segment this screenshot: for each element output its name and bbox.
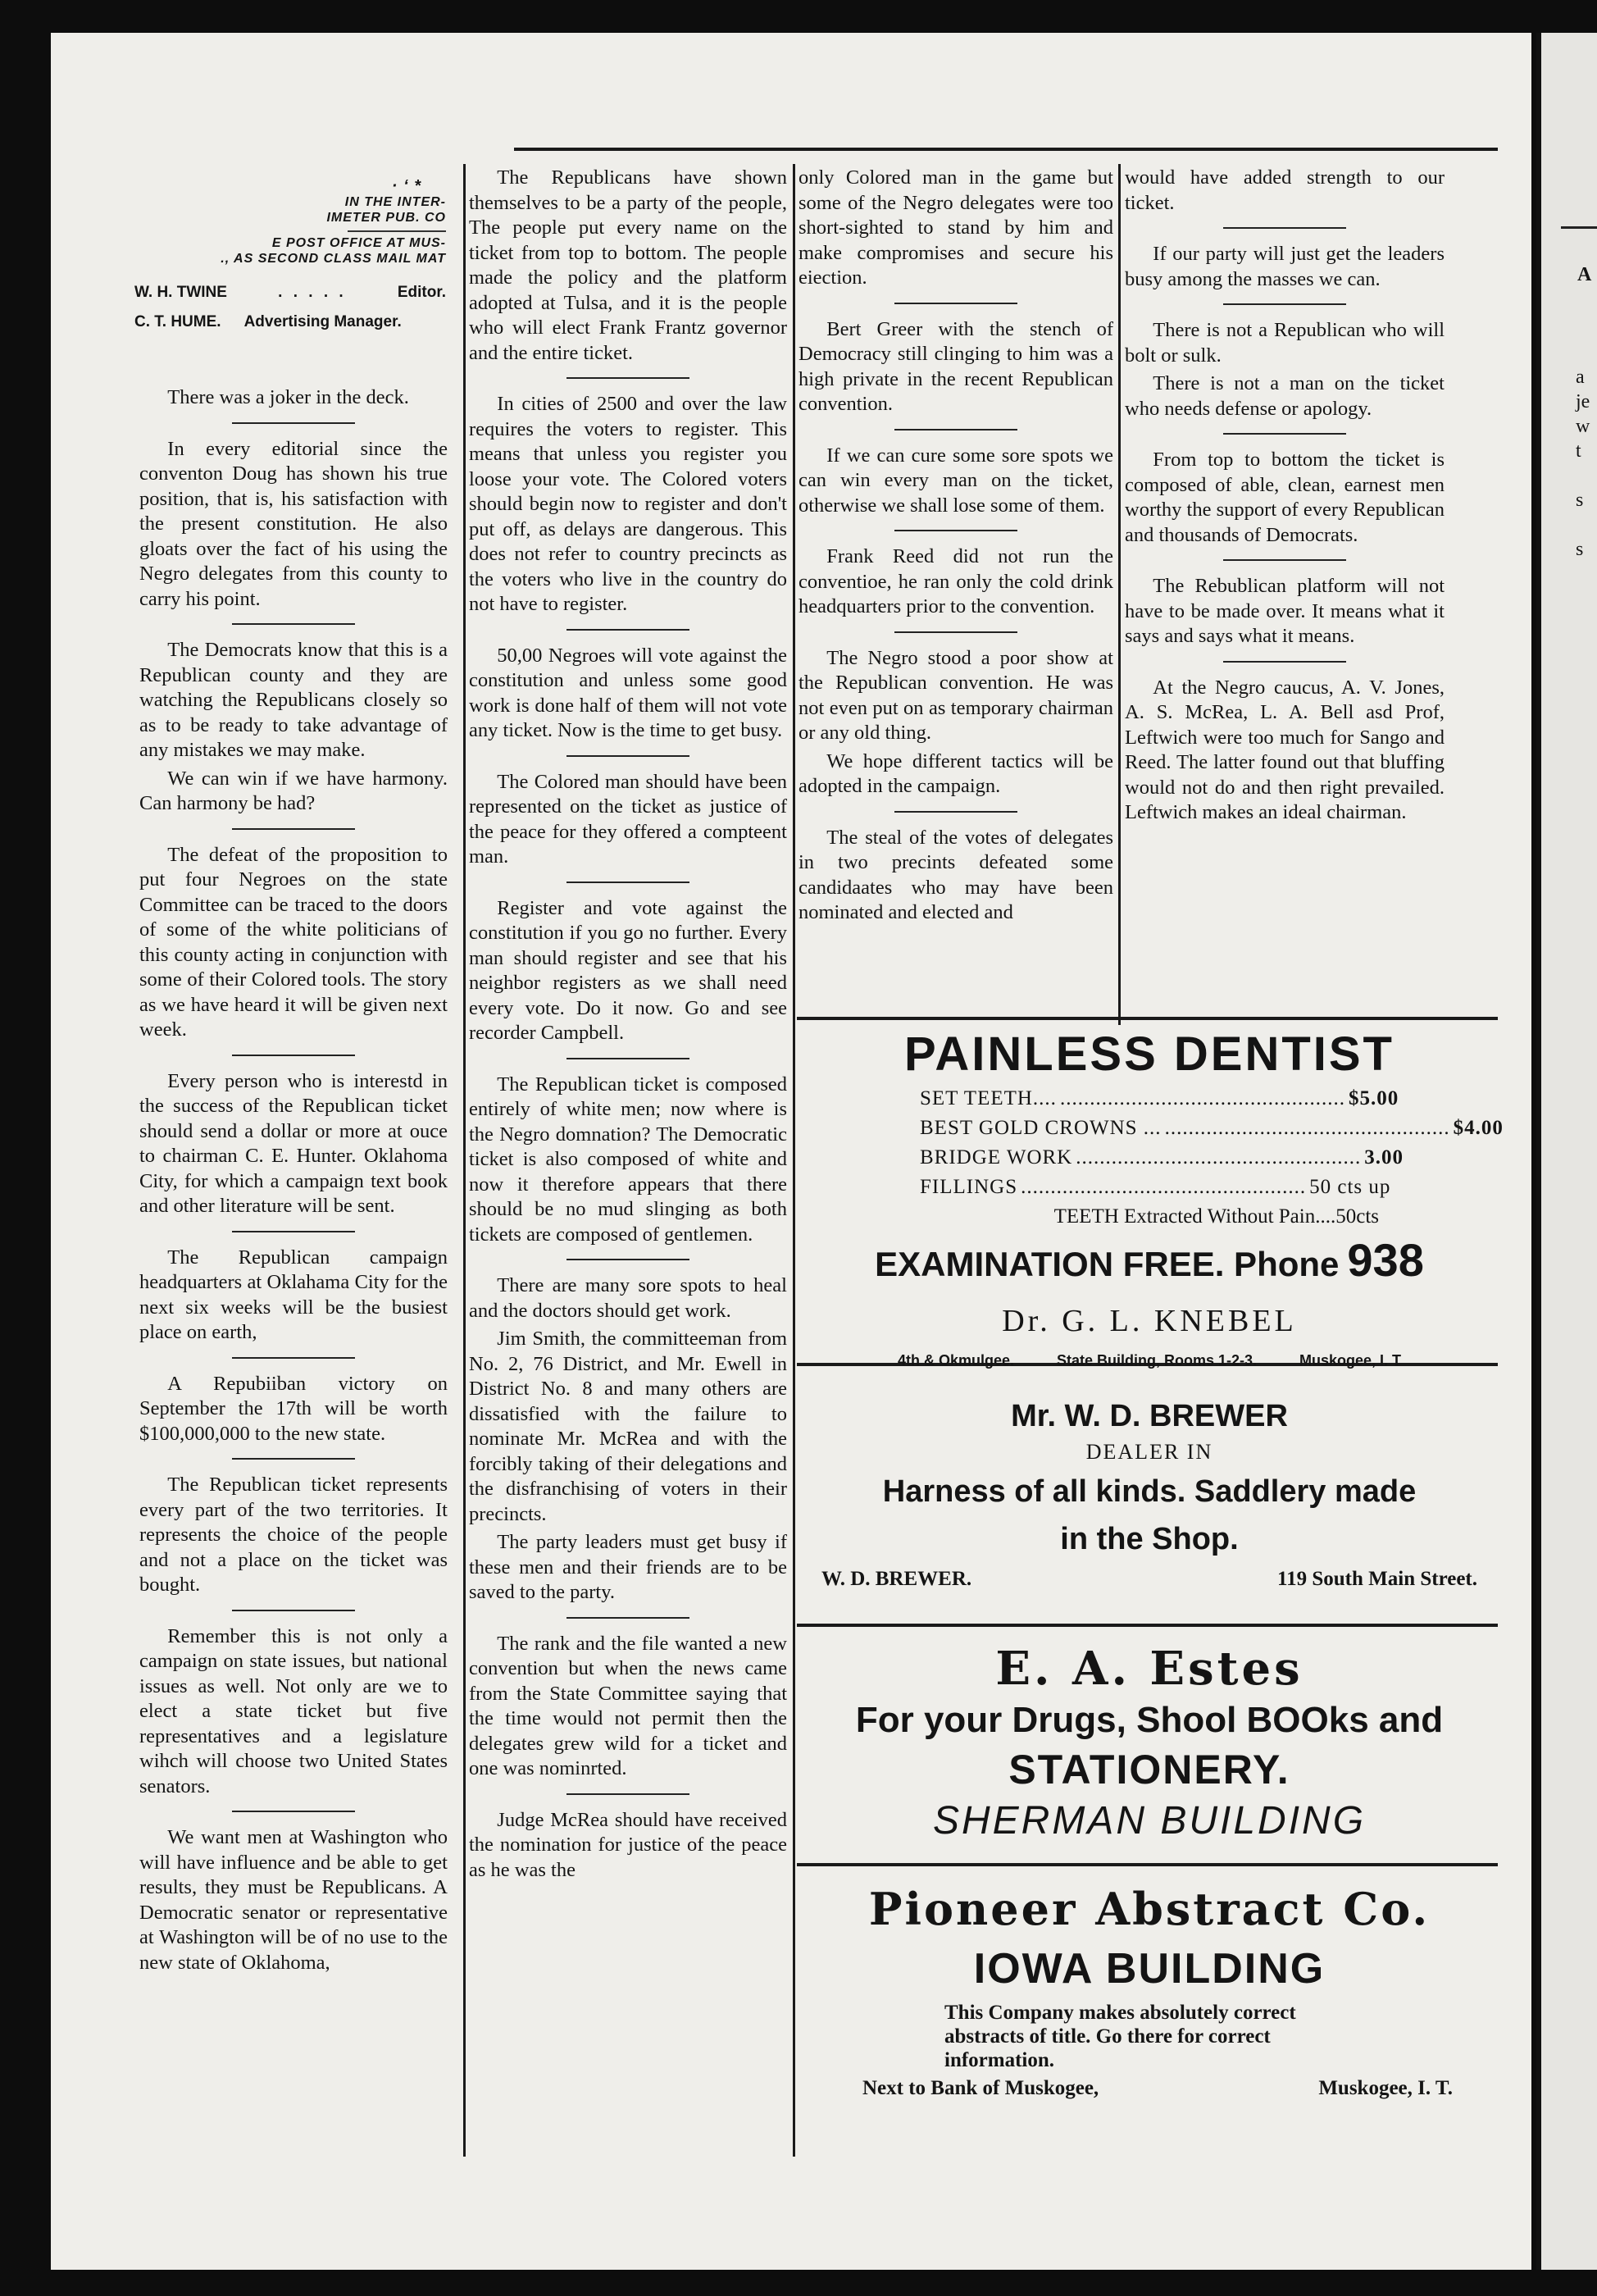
paragraph: The Rebublican platform will not have to be made over. It means what it says and says what it means. [1125,575,1445,647]
masthead-line: ., AS SECOND CLASS MAIL MAT [221,252,446,266]
paragraph: Jim Smith, the committeeman from No. 2, 76 District, and Mr. Ewell in District No. 8 and many others are dissatisfied with the failure to nominate Mr. McRea and with the forcibly taking of their delegations and the disfranchising of voters in their precincts. [469,1328,787,1525]
separator [232,623,355,625]
exam-text: EXAMINATION FREE. Phone [875,1245,1340,1283]
price-row: BEST GOLD CROWNS ... ................................................ $4.00 [920,1117,1504,1139]
ad-column-rule [793,1017,795,2157]
exam-line [813,1235,1486,1298]
pioneer-name: Pioneer Abstract Co. [868,1883,1431,1935]
separator [566,755,689,757]
editor-line [134,278,446,308]
paragraph: The Negro stood a poor show at the Republican convention. He was not even put on as temporary chairman or any old thing. [798,646,1113,744]
separator [1223,559,1346,561]
brewer-line-1: Harness of all kinds. Saddlery made [882,1474,1417,1509]
separator [894,303,1017,304]
paragraph: would have added strength to our ticket. [1125,166,1445,214]
facing-fragment: s [1576,539,1584,560]
newspaper-page [51,33,1531,2270]
brewer-name: Mr. W. D. BREWER [1011,1399,1288,1433]
estes-line-1: For your Drugs, Shool BOOks and [855,1700,1444,1740]
facing-fragment: t [1576,440,1581,462]
paragraph: There is not a Republican who will bolt or sulk. [1125,319,1445,367]
column-4 [1125,166,1445,829]
separator [894,530,1017,531]
masthead-line: IMETER PUB. CO [326,211,446,225]
extraction-line: TEETH Extracted Without Pain....50cts [1053,1205,1379,1228]
editor-name: W. H. TWINE [134,284,227,301]
column-rule [463,164,466,2157]
brewer-signature: W. D. BREWER. 119 South Main Street. [821,1568,1477,1590]
column-2 [469,166,787,1886]
separator [1223,661,1346,663]
separator [566,1058,689,1059]
paragraph: There are many sore spots to heal and the doctors should get work. [469,1274,787,1322]
paragraph: Every person who is interestd in the success of the Republican ticket should send a dollar or more at ouce to chairman C. E. Hunter. Oklahoma City, for which a campaign text book and other literature will be sent. [139,1069,448,1217]
masthead-mark: · ‘ * [391,177,421,195]
separator [232,828,355,830]
separator [232,1811,355,1812]
paragraph: Frank Reed did not run the conventioe, he ran only the cold drink headquarters prior to the convention. [798,545,1113,617]
facing-rule [1561,226,1597,229]
pioneer-body: This Company makes absolutely correct abstracts of title. Go there for correct information. [944,2002,1296,2071]
paragraph: The Republican campaign headquarters at Oklahama City for the next six weeks will be the busiest place on earth, [139,1246,448,1343]
separator [232,1610,355,1611]
paragraph: Register and vote against the constitution if you go no further. Every man should register and see that his neighbor registers as we shall need every vote. Do it now. Go and see recorder Campbell. [469,896,787,1044]
brewer-dealer: DEALER IN [1085,1440,1213,1464]
separator [1223,433,1346,435]
brewer-line-2: in the Shop. [1060,1522,1239,1556]
brewer-ad [813,1394,1486,1597]
paragraph: There was a joker in the deck. [167,386,409,408]
masthead-rule [348,230,446,232]
ad-rule [797,1863,1498,1866]
paragraph: The rank and the file wanted a new convention but when the news came from the State Committee saying that the time would not permit then the delegates grew wild for a ticket and one was nominrted. [469,1632,787,1779]
separator [566,1617,689,1619]
manager-line [134,308,446,337]
doctor-name: Dr. G. L. KNEBEL [1002,1304,1297,1338]
price-row: FILLINGS ................................................ 50 cts up [920,1176,1391,1198]
pioneer-building: IOWA BUILDING [973,1945,1326,1993]
separator [566,629,689,631]
pioneer-footer: Next to Bank of Muskogee, Muskogee, I. T. [862,2077,1453,2099]
column-3 [798,166,1113,929]
paragraph: Judge McRea should have received the nomination for justice of the peace as he was the [469,1808,787,1881]
column-rule [1118,164,1121,1025]
separator [232,1055,355,1056]
price-row: SET TEETH.... ................................................ $5.00 [920,1087,1399,1109]
top-rule [514,148,1498,151]
gutter [1536,33,1541,2270]
paragraph: We want men at Washington who will have influence and be able to get results, they must be Republicans. A Democratic senator or representative at Washington will be of no use to the new state of Oklahoma, [139,1826,448,1974]
estes-line-3: SHERMAN BUILDING [932,1799,1367,1843]
separator [894,811,1017,813]
paragraph: The party leaders must get busy if these men and their friends are to be saved to the party. [469,1531,787,1603]
paragraph: The defeat of the proposition to put four Negroes on the state Committee can be traced to the doors of some of the white politicians of this county acting in conjunction with some of their Colored tools. The story as we have heard it will be given next week. [139,843,448,1041]
separator [566,377,689,379]
paragraph: Bert Greer with the stench of Democracy still clinging to him was a high private in the recent Republican convention. [798,317,1113,415]
paragraph: The steal of the votes of delegates in two precints defeated some candidaates who may have been nominated and elected and [798,826,1113,923]
paragraph: In every editorial since the conventon Doug has shown his true position, that is, his satisfaction with the present constitution. He also gloats over the fact of his using the Negro delegates from this county to carry his point. [139,437,448,610]
phone-number: 938 [1347,1234,1424,1286]
facing-letter: A [1577,264,1592,285]
paragraph: We can win if we have harmony. Can harmony be had? [139,767,448,814]
paragraph: The Colored man should have been represented on the ticket as justice of the peace for they offered a compteent man. [469,770,787,868]
paragraph: The Democrats know that this is a Republican county and they are watching the Republicans closely so as to be ready to take advantage of any mistakes we may make. [139,639,448,761]
paragraph: We hope different tactics will be adopted in the campaign. [798,749,1113,797]
separator [894,631,1017,633]
paragraph: If our party will just get the leaders busy among the masses we can. [1125,243,1445,290]
separator [232,422,355,424]
separator [232,1458,355,1460]
paragraph: In cities of 2500 and over the law requires the voters to register. This means that unless you register you loose your vote. The Colored voters should begin now to register and don't put off, as delays are dangerous. This does not refer to country precincts as the voters who live in the country do not have to register. [469,393,787,615]
separator [232,1231,355,1232]
editor-dots: . . . . . [278,284,347,301]
paragraph: A Repubiiban victory on September the 17th will be worth $100,000,000 to the new state. [139,1372,448,1445]
facing-fragment: w [1576,416,1590,437]
paragraph: 50,00 Negroes will vote against the constitution and unless some good work is done half of them will not vote any ticket. Now is the time to get busy. [469,644,787,741]
paragraph: At the Negro caucus, A. V. Jones, A. S. McRea, L. A. Bell asd Prof, Leftwich were too much for Sango and Reed. The latter found out that bluffing would not do and then right prevailed. Leftwich makes an ideal chairman. [1125,676,1445,823]
separator [566,882,689,883]
paragraph: The Republican ticket represents every part of the two territories. It represents the choice of the people and not a place on the ticket was bought. [139,1474,448,1596]
pioneer-ad [805,1878,1494,2105]
manager-name: C. T. HUME. [134,313,221,330]
facing-page-edge [1536,33,1597,2270]
masthead [134,179,446,337]
editor-title: Editor. [397,284,446,301]
dentist-ad [813,1025,1504,1377]
manager-title: Advertising Manager. [243,313,402,330]
price-row: BRIDGE WORK ................................................ 3.00 [920,1146,1404,1168]
paragraph: There is not a man on the ticket who needs defense or apology. [1125,372,1445,420]
facing-fragment: s [1576,490,1584,511]
ad-rule [797,1624,1498,1627]
dentist-headline: PAINLESS DENTIST [904,1027,1395,1081]
separator [1223,303,1346,305]
facing-fragment: a [1576,367,1585,388]
separator [1223,227,1346,229]
dentist-price-list [920,1084,1504,1232]
masthead-line: E POST OFFICE AT MUS- [271,236,446,250]
paragraph: The Republican ticket is composed entirely of white men; now where is the Negro domnation? The Democratic ticket is also composed of white and now it therefore appears that there should be no mud slinging as both tickets are composed of gentlemen. [469,1073,787,1246]
separator [894,429,1017,430]
paragraph: Remember this is not only a campaign on state issues, but national issues as well. Not only are we to elect a state ticket but five representatives and a legislature wihch will choose two United States senators. [139,1624,448,1797]
paragraph: The Republicans have shown themselves to be a party of the people, The people put every name on the ticket from top to bottom. The people made the policy and the platform adopted at Tulsa, and it is the people who will elect Frank Frantz governor and the entire ticket. [469,166,787,364]
dentist-address: 4th & Okmulgee. State Building, Rooms 1-2-3. Muskogee, I. T [897,1352,1402,1369]
separator [566,1793,689,1795]
paragraph: only Colored man in the game but some of the Negro delegates were too short-sighted to stand by him and make compromises and secure his eiection. [798,166,1113,289]
estes-line-2: STATIONERY. [1008,1747,1290,1793]
paragraph: If we can cure some sore spots we can win every man on the ticket, otherwise we shall lose some of them. [798,444,1113,517]
estes-name: E. A. Estes [995,1642,1304,1696]
masthead-line: IN THE INTER- [344,195,446,209]
estes-ad [805,1640,1494,1847]
paragraph: From top to bottom the ticket is composed of able, clean, earnest men worthy the support of every Republican and thousands of Democrats. [1125,449,1445,546]
separator [566,1259,689,1260]
facing-fragment: je [1576,391,1590,412]
ad-rule [797,1017,1498,1020]
column-1 [139,385,448,1979]
separator [232,1357,355,1359]
